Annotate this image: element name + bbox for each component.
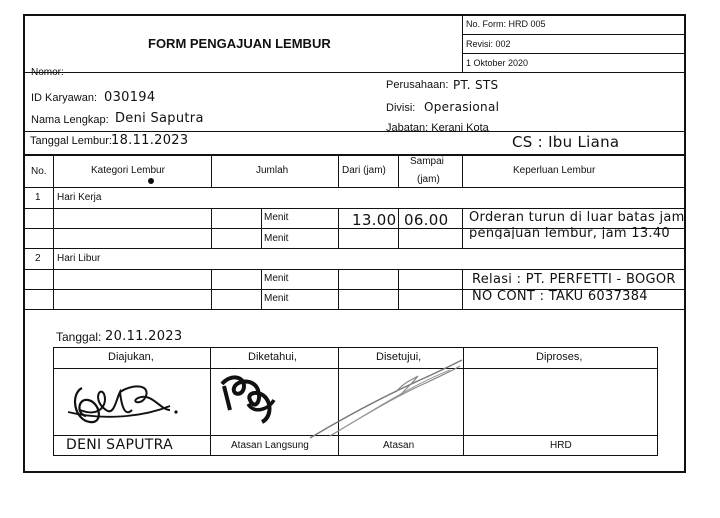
revision-number: Revisi: 002 xyxy=(466,39,511,49)
header-from: Dari (jam) xyxy=(342,165,386,176)
row-no: 1 xyxy=(35,192,41,203)
header-info-line xyxy=(462,53,686,54)
col-line xyxy=(211,155,212,188)
company-label: Perusahaan: xyxy=(386,79,449,91)
employee-id-label: ID Karyawan: xyxy=(31,92,98,104)
col-line xyxy=(338,155,339,188)
submitted-name: DENI SAPUTRA xyxy=(66,437,173,453)
row-line xyxy=(24,248,686,249)
nomor-label: Nomor: xyxy=(31,67,64,78)
company-value: PT. STS xyxy=(453,78,499,92)
processed-role: HRD xyxy=(550,440,572,451)
approved-role: Atasan xyxy=(383,440,415,451)
revision-date: 1 Oktober 2020 xyxy=(466,58,529,68)
known-label: Diketahui, xyxy=(248,351,297,363)
holiday-purpose-line1: Relasi : PT. PERFETTI - BOGOR xyxy=(472,272,676,287)
header-purpose: Keperluan Lembur xyxy=(513,165,596,176)
header-info-line xyxy=(462,34,686,35)
header-bottom-line xyxy=(24,72,686,73)
col-line xyxy=(211,269,212,309)
header-no: No. xyxy=(31,166,47,177)
unit-minutes: Menit xyxy=(264,273,289,284)
col-line xyxy=(338,208,339,248)
known-role: Atasan Langsung xyxy=(231,440,309,451)
overtime-date-label: Tanggal Lembur: xyxy=(30,135,112,147)
employee-name-label: Nama Lengkap: xyxy=(31,114,109,126)
submitted-label: Diajukan, xyxy=(108,351,154,363)
unit-minutes: Menit xyxy=(264,212,289,223)
table-header-line xyxy=(24,187,686,188)
position-label: Jabatan: Kerani Kota xyxy=(386,123,489,132)
employee-name-value: Deni Saputra xyxy=(115,111,204,126)
col-line xyxy=(211,208,212,248)
cs-note: CS : Ibu Liana xyxy=(512,133,620,151)
holiday-purpose-line2: NO CONT : TAKU 6037384 xyxy=(472,289,648,304)
signature-col-line xyxy=(210,347,211,456)
col-line xyxy=(53,188,54,309)
col-line xyxy=(398,269,399,309)
division-value: Operasional xyxy=(424,100,500,114)
col-line xyxy=(398,208,399,248)
approved-label: Disetujui, xyxy=(376,351,422,363)
category-holiday: Hari Libur xyxy=(57,253,101,264)
form-title: FORM PENGAJUAN LEMBUR xyxy=(148,36,331,51)
col-line xyxy=(338,269,339,309)
workday-purpose-line1: Orderan turun di luar batas jam xyxy=(469,210,685,225)
ink-dot xyxy=(148,178,154,184)
col-line xyxy=(462,208,463,248)
col-line xyxy=(398,155,399,188)
col-line xyxy=(462,269,463,309)
header-divider xyxy=(462,15,463,73)
workday-to-time: 06.00 xyxy=(404,211,449,229)
row-line xyxy=(24,269,686,270)
unit-minutes: Menit xyxy=(264,233,289,244)
workday-purpose-line2: pengajuan lembur, jam 13.40 xyxy=(469,227,670,239)
division-label: Divisi: xyxy=(386,102,416,114)
col-line xyxy=(261,269,262,309)
row-line xyxy=(24,208,686,209)
table-top-line xyxy=(24,154,686,156)
header-amount: Jumlah xyxy=(256,165,289,176)
header-category: Kategori Lembur xyxy=(91,165,165,176)
col-line xyxy=(462,155,463,188)
workday-from-time: 13.00 xyxy=(352,211,397,229)
col-line xyxy=(53,155,54,188)
table-bottom-line xyxy=(24,309,686,310)
processed-label: Diproses, xyxy=(536,351,583,363)
employee-id-value: 030194 xyxy=(104,90,156,105)
form-number: No. Form: HRD 005 xyxy=(466,19,546,29)
col-line xyxy=(261,208,262,248)
header-to: Sampai xyxy=(410,156,444,167)
employee-signature xyxy=(60,380,190,430)
row-line xyxy=(24,131,686,132)
overtime-date-value: 18.11.2023 xyxy=(111,133,189,148)
supervisor-signature xyxy=(214,370,286,430)
signature-date-label: Tanggal: xyxy=(56,330,102,344)
row-no: 2 xyxy=(35,253,41,264)
manager-signature xyxy=(300,352,470,444)
unit-minutes: Menit xyxy=(264,293,289,304)
signature-date-value: 20.11.2023 xyxy=(105,329,183,344)
header-to-unit: (jam) xyxy=(417,174,440,185)
category-workday: Hari Kerja xyxy=(57,192,102,203)
